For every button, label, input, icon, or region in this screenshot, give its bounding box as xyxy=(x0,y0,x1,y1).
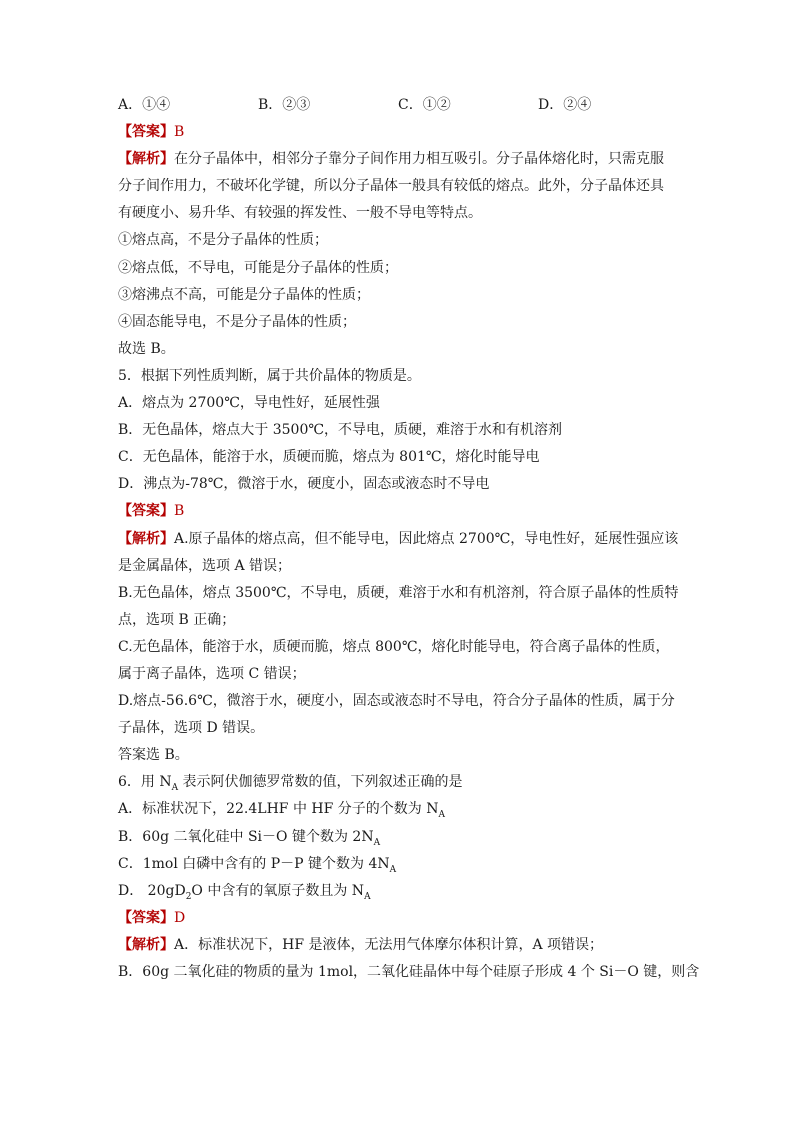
option-text: A．标准状况下，22.4LHF 中 HF 分子的个数为 N xyxy=(118,801,439,818)
q4-option-c: C．①② xyxy=(398,97,451,113)
q5-stem: 5．根据下列性质判断，属于共价晶体的物质是。 xyxy=(118,367,421,384)
answer-tag: 【答案】 xyxy=(118,909,174,926)
q4-answer xyxy=(118,119,678,146)
q6-option-a xyxy=(118,796,678,823)
q4-analysis-line: ③熔沸点不高，可能是分子晶体的性质； xyxy=(118,286,370,303)
q4-option-d: D．②④ xyxy=(538,97,592,113)
q5-analysis-line: B.无色晶体，熔点 3500℃，不导电，质硬，难溶于水和有机溶剂，符合原子晶体的性质特 xyxy=(118,584,679,601)
q5-analysis-line: D.熔点-56.6℃，微溶于水，硬度小，固态或液态时不导电，符合分子晶体的性质，属于分 xyxy=(118,693,675,710)
q5-analysis-line: 答案选 B。 xyxy=(118,747,189,764)
q5-option-b: B．无色晶体，熔点大于 3500℃，不导电，质硬，难溶于水和有机溶剂 xyxy=(118,422,563,439)
q5-analysis-line: 是金属晶体，选项 A 错误； xyxy=(118,557,292,574)
q4-analysis-line xyxy=(118,146,678,173)
option-text: D． 20gD xyxy=(118,882,186,899)
option-subscript: A xyxy=(373,837,381,848)
q4-analysis-line: ①熔点高，不是分子晶体的性质； xyxy=(118,232,328,249)
option-text: O 中含有的氧原子数且为 N xyxy=(191,882,365,899)
q6-option-c xyxy=(118,851,678,878)
analysis-tag: 【解析】 xyxy=(118,530,174,547)
analysis-text: 在分子晶体中，相邻分子靠分子间作用力相互吸引。分子晶体熔化时，只需克服 xyxy=(174,151,664,168)
q4-analysis-line: ④固态能导电，不是分子晶体的性质； xyxy=(118,313,356,330)
q4-analysis-line: 故选 B。 xyxy=(118,340,175,357)
q5-analysis-line: C.无色晶体，能溶于水，质硬而脆，熔点 800℃，熔化时能导电，符合离子晶体的性质， xyxy=(118,638,670,655)
answer-tag: 【答案】 xyxy=(118,124,174,141)
q6-option-d xyxy=(118,878,678,905)
q5-analysis-line: 属于离子晶体，选项 C 错误； xyxy=(118,665,306,682)
q6-stem-text: 6．用 N xyxy=(118,774,172,791)
q6-stem xyxy=(118,769,678,796)
q4-analysis-line: 分子间作用力，不破坏化学键，所以分子晶体一般具有较低的熔点。此外，分子晶体还具 xyxy=(118,178,664,195)
answer-tag: 【答案】 xyxy=(118,503,174,520)
q5-analysis-line: 点，选项 B 正确； xyxy=(118,611,236,628)
q6-option-b xyxy=(118,824,678,851)
q4-options xyxy=(118,92,678,119)
q5-analysis-line xyxy=(118,526,678,553)
q6-stem-subscript: A xyxy=(171,783,179,794)
option-subscript: A xyxy=(389,864,397,875)
analysis-text: A.原子晶体的熔点高，但不能导电，因此熔点 2700℃，导电性好，延展性强应该 xyxy=(174,530,679,547)
analysis-tag: 【解析】 xyxy=(118,936,174,953)
answer-value: D xyxy=(174,909,186,926)
q6-stem-text: 表示阿伏伽德罗常数的值，下列叙述正确的是 xyxy=(178,774,463,791)
q5-option-c: C．无色晶体，能溶于水，质硬而脆，熔点为 801℃，熔化时能导电 xyxy=(118,449,540,466)
option-subscript: A xyxy=(364,891,371,902)
option-subscript: 2 xyxy=(185,891,192,902)
option-text: B．60g 二氧化硅中 Si－O 键个数为 2N xyxy=(118,828,374,845)
q4-option-b: B．②③ xyxy=(258,97,311,113)
analysis-tag: 【解析】 xyxy=(118,151,174,168)
answer-value: B xyxy=(174,503,185,520)
option-subscript: A xyxy=(438,810,445,821)
analysis-text: A．标准状况下，HF 是液体，无法用气体摩尔体积计算，A 项错误； xyxy=(174,936,604,953)
answer-value: B xyxy=(174,124,185,141)
q6-analysis-line xyxy=(118,932,678,959)
q5-option-a: A．熔点为 2700℃，导电性好，延展性强 xyxy=(118,395,380,412)
q5-option-d: D．沸点为-78℃，微溶于水，硬度小，固态或液态时不导电 xyxy=(118,476,490,493)
option-text: C．1mol 白磷中含有的 P－P 键个数为 4N xyxy=(118,855,390,872)
q4-analysis-line: 有硬度小、易升华、有较强的挥发性、一般不导电等特点。 xyxy=(118,205,482,222)
q6-analysis-line: B．60g 二氧化硅的物质的量为 1mol，二氧化硅晶体中每个硅原子形成 4 个 Si－O 键，则含 xyxy=(118,964,700,980)
q6-answer xyxy=(118,905,678,932)
q4-analysis-line: ②熔点低，不导电，可能是分子晶体的性质； xyxy=(118,259,398,276)
q5-analysis-line: 子晶体，选项 D 错误。 xyxy=(118,720,265,737)
q4-option-a: A．①④ xyxy=(118,97,171,113)
q5-answer xyxy=(118,498,678,525)
document-page xyxy=(118,92,700,986)
